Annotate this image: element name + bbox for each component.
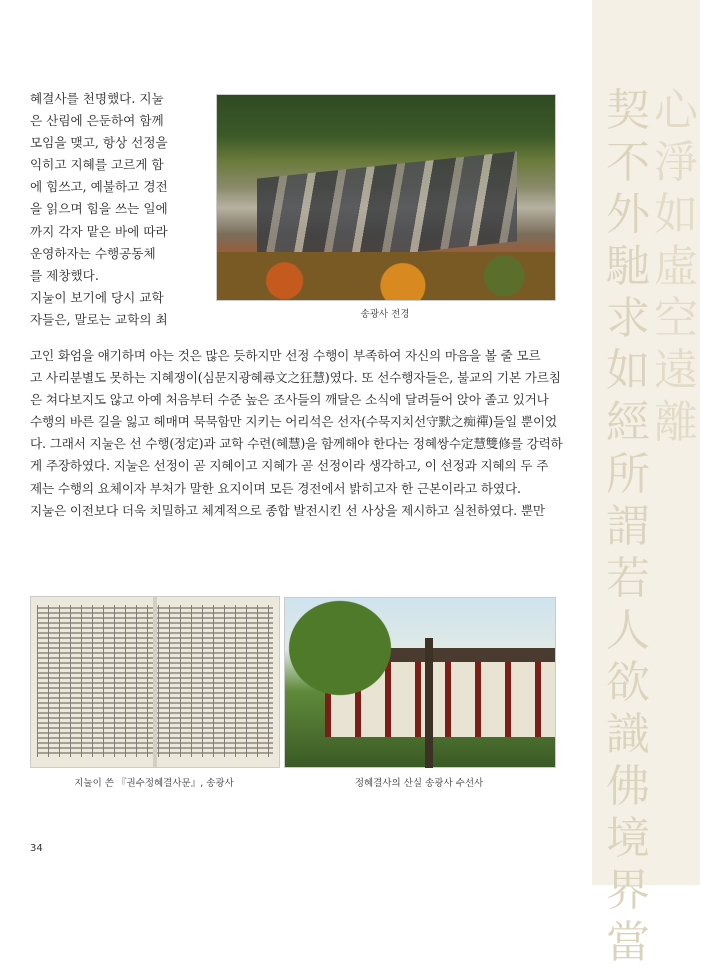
margin-calligraphy-background [592,0,700,968]
body-line: 를 제창했다. [30,267,99,283]
songgwangsa-overview-photo [216,94,556,301]
hall-tree [275,588,405,708]
body-line: 게 주장하였다. 지눌은 선정이 곧 지혜이고 지혜가 곧 선정이라 생각하고, 이 선정과 지혜의 두 주 [30,458,549,474]
gwonsu-jeonghye-gyeolsamun-photo [30,596,280,768]
body-line: 지눌이 보기에 당시 교학 [30,289,164,305]
body-line: 고 사리분별도 못하는 지혜쟁이(심문지광혜尋文之狂慧)였다. 또 선수행자들은, 불교의 기본 가르침 [30,370,561,386]
book-fold [153,597,157,767]
body-line: 은 쳐다보지도 않고 아예 처음부터 수준 높은 조사들의 깨달은 소식에 달려들어 앉아 졸고 있거나 [30,392,549,408]
body-line: 혜결사를 천명했다. 지눌 [30,91,164,106]
temple-photo-caption: 송광사 전경 [360,309,410,320]
calligraphy-column-2: 心淨如虛空遠離 [654,85,698,448]
wrapped-paragraph [30,88,210,331]
body-line: 익히고 지혜를 고르게 함 [30,157,164,173]
book-photo-caption: 지눌이 쓴 『권수정혜결사문』, 송광사 [74,778,234,789]
suseonsa-hall-photo [284,597,556,768]
body-line: 모임을 맺고, 항상 선정을 [30,135,168,151]
body-line: 은 산림에 은둔하여 함께 [30,113,164,129]
body-line: 제는 수행의 요체이자 부처가 말한 요지이며 모든 경전에서 밝히고자 한 근본이라고 하였다. [30,480,521,496]
autumn-trees [217,252,555,300]
body-line: 고인 화엄을 얘기하며 아는 것은 많은 듯하지만 선정 수행이 부족하여 자신의 마음을 볼 줄 모르 [30,348,541,363]
body-line: 자들은, 말로는 교학의 최 [30,311,168,327]
body-line: 다. 그래서 지눌은 선 수행(정定)과 교학 수련(혜慧)을 함께해야 한다는 정혜쌍수定慧雙修를 강력하 [30,436,563,452]
body-line: 에 힘쓰고, 예불하고 경전 [30,179,168,195]
body-line: 수행의 바른 길을 잃고 헤매며 묵묵함만 지키는 어리석은 선자(수묵지치선守默之痴禪)들일 뿐이었 [30,414,557,430]
page-number: 34 [30,843,43,854]
tree-trunk [425,638,433,768]
body-line: 을 읽으며 힘을 쓰는 일에 [30,201,168,217]
body-line: 지눌은 이전보다 더욱 치밀하고 체계적으로 종합 발전시킨 선 사상을 제시하고 실천하였다. 뿐만 [30,502,545,518]
body-line: 운영하자는 수행공동체 [30,245,156,261]
hall-photo-caption: 정혜결사의 산실 송광사 수선사 [354,778,484,789]
body-line: 까지 각자 맡은 바에 따라 [30,223,168,239]
full-width-paragraph [30,345,585,522]
calligraphy-column-1: 契不外馳求如經所謂若人欲識佛境界當 [606,85,650,968]
